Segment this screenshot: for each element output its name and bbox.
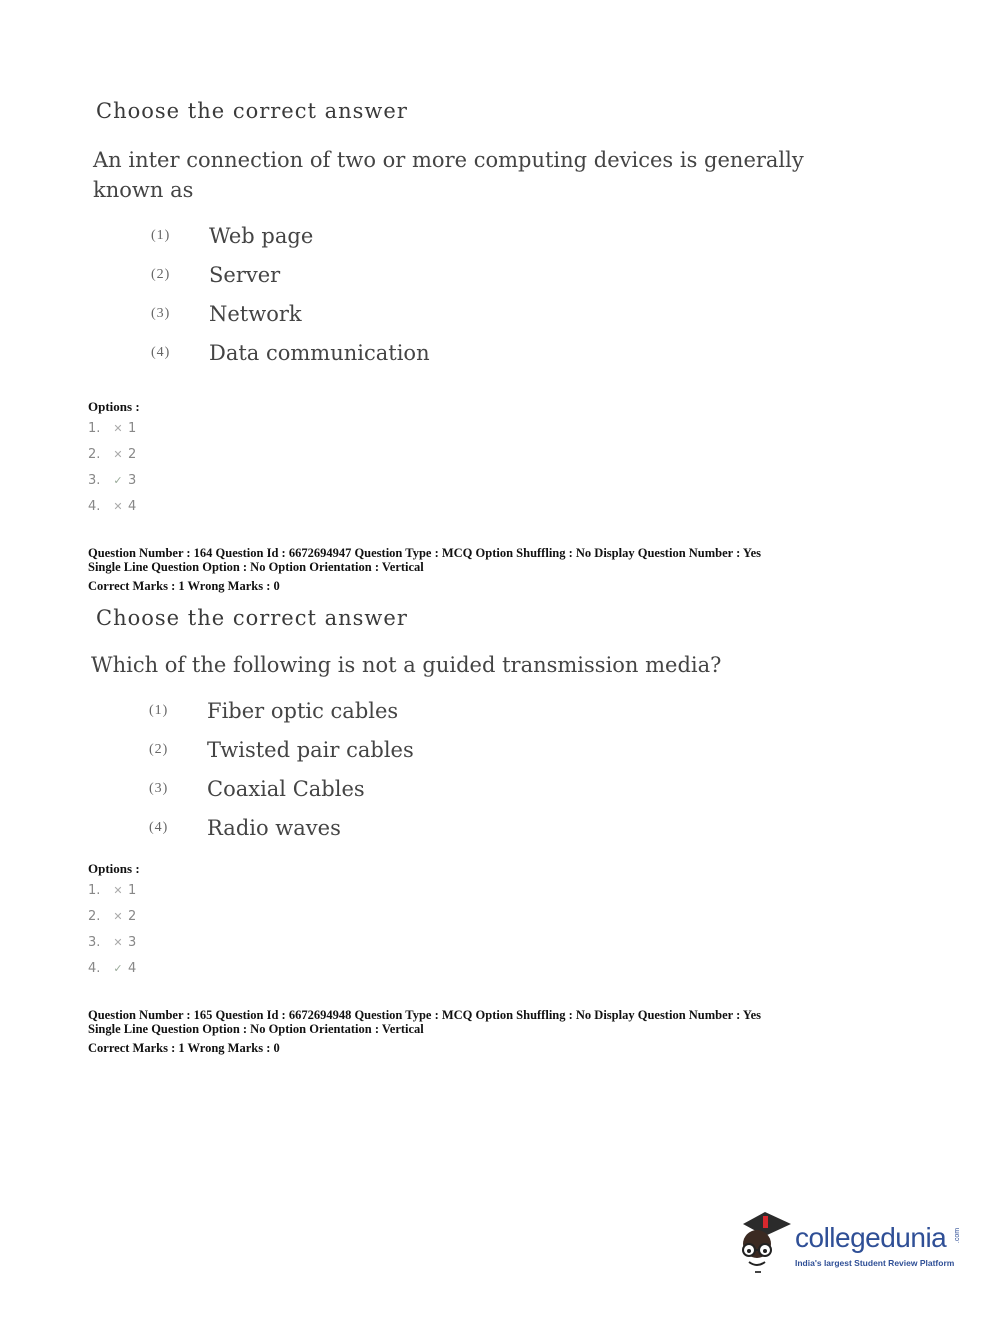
answer-value: 3: [128, 472, 137, 488]
answer-number: 3.: [88, 934, 101, 950]
question-meta-line: Question Number : 165 Question Id : 6672694948 Question Type : MCQ Option Shuffling : No Display Question Number : Yes: [88, 1008, 761, 1022]
answer-number: 3.: [88, 472, 101, 488]
answer-row: [88, 955, 136, 981]
answer-row: [88, 929, 136, 955]
logo-wordmark: collegedunia: [795, 1222, 947, 1253]
option-text: Fiber optic cables: [207, 698, 399, 723]
logo-tagline: India's largest Student Review Platform: [795, 1258, 955, 1268]
answer-row: [88, 877, 136, 903]
answer-key-list: [88, 877, 136, 981]
answer-number: 1.: [88, 882, 101, 898]
option-number: (2): [151, 266, 171, 282]
option-item: [149, 730, 414, 769]
option-number: (1): [151, 227, 171, 243]
question-instruction: Choose the correct answer: [96, 99, 408, 123]
option-item: [149, 808, 414, 847]
answer-number: 1.: [88, 420, 101, 436]
question-meta-line: Single Line Question Option : No Option Orientation : Vertical: [88, 560, 424, 574]
option-number: (4): [149, 819, 169, 835]
options-label: Options :: [88, 861, 140, 876]
answer-row: [88, 467, 136, 493]
option-text: Server: [209, 262, 281, 287]
question-marks-line: Correct Marks : 1 Wrong Marks : 0: [88, 579, 280, 593]
question-marks-line: Correct Marks : 1 Wrong Marks : 0: [88, 1041, 280, 1055]
answer-row: [88, 441, 136, 467]
wrong-mark-icon: ✕: [113, 421, 123, 435]
answer-value: 4: [128, 960, 137, 976]
option-text: Web page: [209, 223, 314, 248]
option-number: (2): [149, 741, 169, 757]
logo-suffix: .com: [954, 1227, 962, 1244]
answer-number: 2.: [88, 908, 101, 924]
option-text: Network: [209, 301, 302, 326]
option-text: Data communication: [209, 340, 430, 365]
options-label: Options :: [88, 399, 140, 414]
option-item: [151, 294, 430, 333]
option-number: (1): [149, 702, 169, 718]
answer-value: 2: [128, 446, 137, 462]
question-meta-line: Single Line Question Option : No Option Orientation : Vertical: [88, 1022, 424, 1036]
option-item: [151, 216, 430, 255]
answer-value: 3: [128, 934, 137, 950]
option-text: Radio waves: [207, 815, 341, 840]
answer-value: 2: [128, 908, 137, 924]
option-text: Coaxial Cables: [207, 776, 365, 801]
option-item: [149, 691, 414, 730]
question-meta-line: Question Number : 164 Question Id : 6672694947 Question Type : MCQ Option Shuffling : No Display Question Number : Yes: [88, 546, 761, 560]
answer-row: [88, 903, 136, 929]
option-item: [151, 333, 430, 372]
question-text: An inter connection of two or more computing devices is generally known as: [93, 148, 804, 202]
answer-row: [88, 493, 136, 519]
option-list: [151, 216, 430, 372]
answer-row: [88, 415, 136, 441]
mascot-icon: [735, 1210, 793, 1276]
wrong-mark-icon: ✕: [113, 883, 123, 897]
option-number: (4): [151, 344, 171, 360]
answer-key-list: [88, 415, 136, 519]
option-number: (3): [149, 780, 169, 796]
question-instruction: Choose the correct answer: [96, 606, 408, 630]
check-mark-icon: ✓: [113, 473, 123, 487]
answer-number: 4.: [88, 498, 101, 514]
option-text: Twisted pair cables: [207, 737, 414, 762]
answer-number: 4.: [88, 960, 101, 976]
wrong-mark-icon: ✕: [113, 935, 123, 949]
option-number: (3): [151, 305, 171, 321]
answer-number: 2.: [88, 446, 101, 462]
answer-value: 1: [128, 420, 137, 436]
answer-value: 4: [128, 498, 137, 514]
answer-value: 1: [128, 882, 137, 898]
wrong-mark-icon: ✕: [113, 447, 123, 461]
option-item: [149, 769, 414, 808]
option-item: [151, 255, 430, 294]
option-list: [149, 691, 414, 847]
question-text: Which of the following is not a guided transmission media?: [91, 653, 722, 677]
wrong-mark-icon: ✕: [113, 909, 123, 923]
check-mark-icon: ✓: [113, 961, 123, 975]
wrong-mark-icon: ✕: [113, 499, 123, 513]
collegedunia-logo: [735, 1210, 965, 1280]
